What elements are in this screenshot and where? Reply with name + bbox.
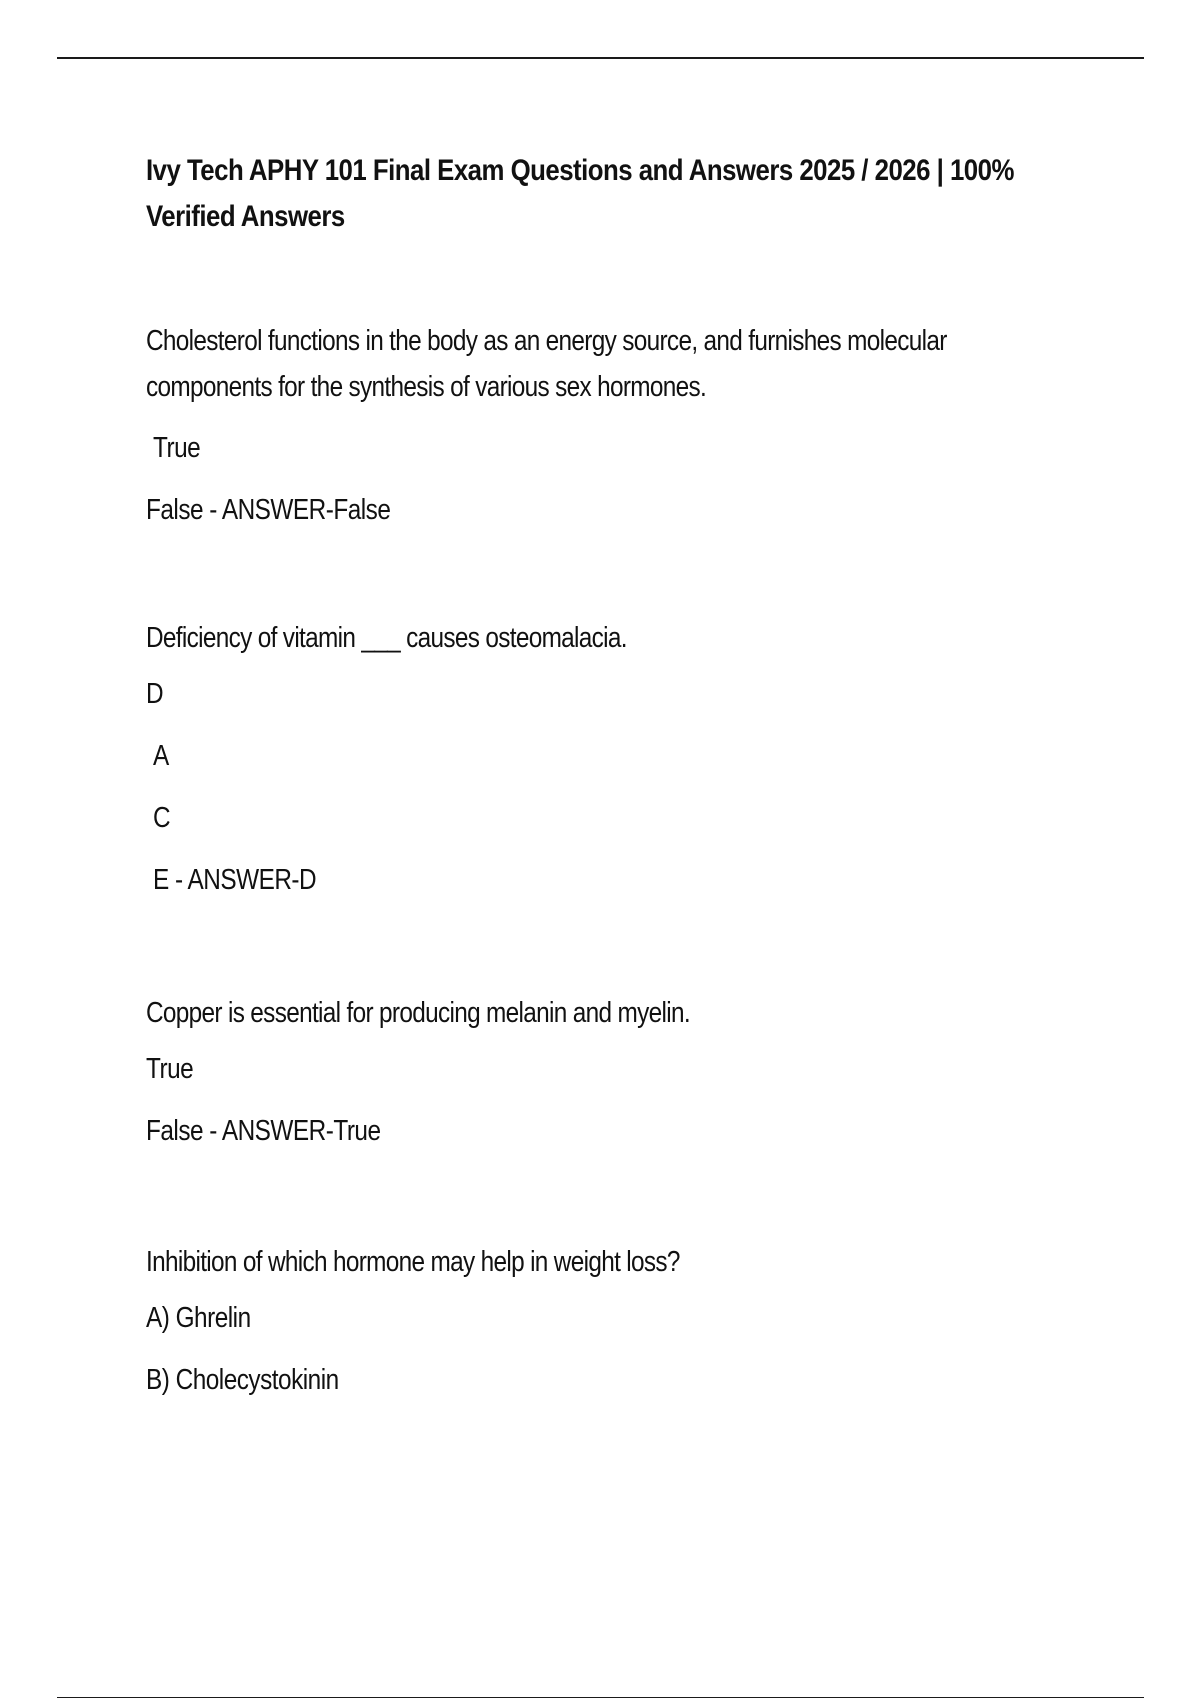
question-4-option-1: A) Ghrelin [146, 1302, 251, 1334]
question-2-option-3: C [153, 802, 171, 834]
document-body [146, 148, 1066, 1396]
question-1-option-2: False - ANSWER-False [146, 494, 391, 526]
document-title [146, 148, 1066, 240]
question-4-option-2: B) Cholecystokinin [146, 1364, 339, 1396]
title-line-2: Verified Answers [146, 200, 345, 233]
bottom-rule [57, 1697, 1144, 1698]
question-1-text-line-1: Cholesterol functions in the body as an energy source, and furnishes molecular [146, 325, 947, 357]
question-3 [146, 990, 1066, 1147]
question-2-text: Deficiency of vitamin ___ causes osteomalacia. [146, 622, 627, 654]
question-3-option-1: True [146, 1053, 194, 1085]
top-rule [57, 57, 1144, 59]
question-4 [146, 1239, 1066, 1396]
question-2-option-4: E - ANSWER-D [153, 864, 317, 896]
question-1-option-1: True [153, 432, 201, 464]
question-2-option-2: A [153, 740, 169, 772]
question-1-text-line-2: components for the synthesis of various sex hormones. [146, 371, 707, 403]
question-3-option-2: False - ANSWER-True [146, 1115, 381, 1147]
title-line-1: Ivy Tech APHY 101 Final Exam Questions and Answers 2025 / 2026 | 100% [146, 154, 1014, 187]
question-4-text: Inhibition of which hormone may help in weight loss? [146, 1246, 680, 1278]
question-2 [146, 615, 1066, 896]
question-3-text: Copper is essential for producing melanin and myelin. [146, 997, 690, 1029]
question-2-option-1: D [146, 678, 164, 710]
question-1 [146, 318, 1066, 526]
